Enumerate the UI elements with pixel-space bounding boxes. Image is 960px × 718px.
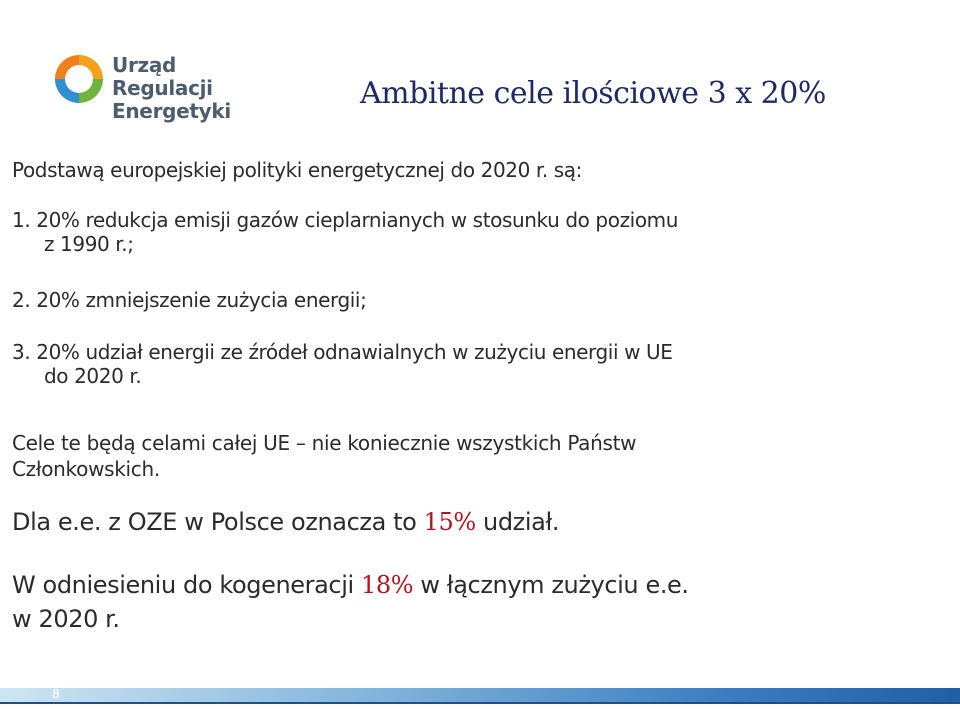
note-line1: Cele te będą celami całej UE – nie koniecznie wszystkich Państw (12, 431, 637, 455)
kogeneracja-text-before: W odniesieniu do kogeneracji (12, 571, 361, 599)
page-number: 8 (52, 687, 60, 701)
slide-title: Ambitne cele ilościowe 3 x 20% (360, 76, 826, 111)
list-item-3-line2: do 2020 r. (44, 364, 142, 388)
kogeneracja-line2: w 2020 r. (12, 605, 120, 633)
list-item-2 (12, 288, 950, 312)
kogeneracja-line1 (12, 568, 950, 602)
oze-text-before: Dla e.e. z OZE w Polsce oznacza to (12, 508, 424, 536)
list-item-2-line1: 2. 20% zmniejszenie zużycia energii; (12, 288, 367, 312)
kogeneracja-statement (12, 568, 950, 636)
list-item-3 (12, 340, 950, 388)
oze-value: 15% (423, 508, 476, 536)
oze-text-after: udział. (475, 508, 560, 536)
footer-bar (0, 688, 960, 702)
oze-statement (12, 508, 950, 536)
note-paragraph (12, 430, 950, 482)
logo-line-2: Energetyki (112, 99, 231, 123)
list-item-1 (12, 208, 950, 256)
kogeneracja-text-after: w łącznym zużyciu e.e. (413, 571, 689, 599)
list-item-3-line1: 3. 20% udział energii ze źródeł odnawialnych w zużyciu energii w UE (12, 340, 673, 364)
list-item-1-line1: 1. 20% redukcja emisji gazów cieplarnianych w stosunku do poziomu (12, 208, 679, 232)
list-item-1-line2: z 1990 r.; (44, 232, 134, 256)
footer-line (0, 702, 960, 704)
note-line2: Członkowskich. (12, 457, 160, 481)
intro-text: Podstawą europejskiej polityki energetycznej do 2020 r. są: (12, 158, 583, 182)
logo-line-1: Urząd Regulacji (112, 53, 213, 100)
logo-emblem-icon (50, 50, 108, 108)
logo-text (112, 54, 280, 123)
urzad-regulacji-energetyki-logo (50, 50, 280, 123)
kogeneracja-value: 18% (360, 571, 414, 599)
